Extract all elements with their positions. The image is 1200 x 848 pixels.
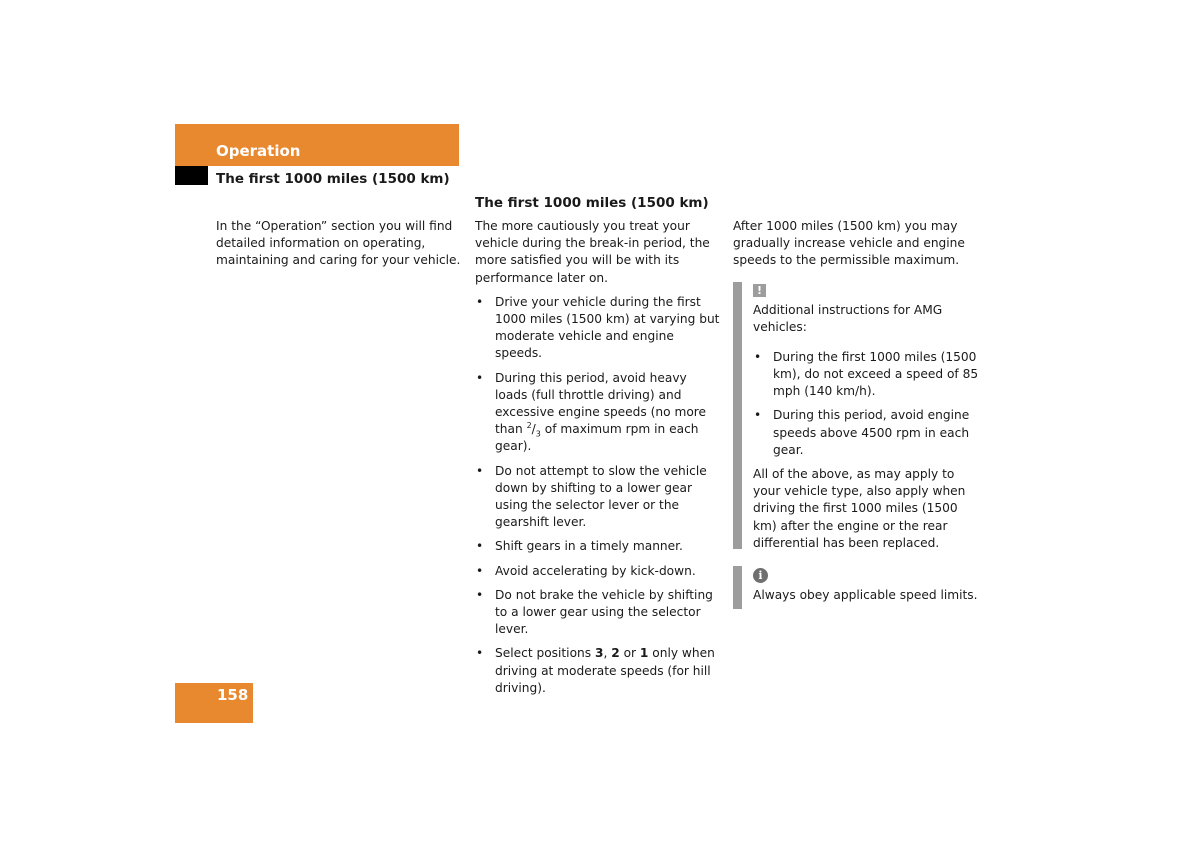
break-in-instructions-list: [475, 294, 721, 697]
list-item: • Do not attempt to slow the vehicle down by shifting to a lower gear using the selector lever or the gearshift lever.: [475, 463, 721, 532]
main-intro-paragraph: The more cautiously you treat your vehicle during the break-in period, the more satisfied you will be with its performance later on.: [475, 219, 710, 285]
fraction-denominator: 3: [535, 429, 541, 439]
list-item: • Do not brake the vehicle by shifting to a lower gear using the selector lever.: [475, 587, 721, 639]
note-bar: [733, 566, 742, 609]
fraction-slash: /: [531, 422, 536, 437]
list-item: • Shift gears in a timely manner.: [475, 538, 721, 555]
section-title: Operation: [216, 142, 301, 160]
info-text: Always obey applicable speed limits.: [753, 588, 978, 603]
warning-text: Additional instructions for AMG vehicles:: [753, 303, 943, 335]
list-item: • During this period, avoid engine speeds above 4500 rpm in each gear.: [753, 407, 981, 459]
intro-paragraph: In the “Operation” section you will find detailed information on operating, maintaining and caring for your vehicle.: [216, 219, 461, 268]
gear-position-3: 3: [594, 646, 604, 661]
note-bar: [733, 282, 742, 549]
warning-footer-text: All of the above, as may apply to your vehicle type, also apply when driving the first 1000 miles (1500 km) after the engine or the rear differential has been replaced.: [753, 467, 966, 550]
list-item: • Drive your vehicle during the first 1000 miles (1500 km) at varying but moderate vehicle and engine speeds.: [475, 294, 721, 363]
list-item: • During the first 1000 miles (1500 km), do not exceed a speed of 85 mph (140 km/h).: [753, 349, 981, 401]
right-column: [733, 218, 981, 270]
section-marker: [175, 166, 208, 185]
list-item: • During this period, avoid heavy loads (full throttle driving) and excessive engine speeds (no more than $^2/_3$ of maximum rpm in each gear).: [475, 370, 721, 456]
exclamation-icon: !: [753, 284, 766, 297]
info-icon: i: [753, 568, 768, 583]
info-note: [733, 566, 981, 609]
list-item: • Avoid accelerating by kick-down.: [475, 563, 721, 580]
content-heading: The first 1000 miles (1500 km): [475, 195, 709, 211]
list-item: • Select positions 3, 2 or 1 only when driving at moderate speeds (for hill driving).: [475, 645, 721, 697]
gear-position-2: 2: [611, 646, 620, 661]
gear-position-1: 1: [639, 646, 649, 661]
page-number: 158: [217, 686, 249, 704]
fraction-numerator: 2: [526, 421, 532, 431]
right-intro-paragraph: After 1000 miles (1500 km) you may gradually increase vehicle and engine speeds to the permissible maximum.: [733, 219, 965, 268]
intro-column: [216, 218, 462, 270]
warning-list: [753, 349, 981, 459]
main-column: [475, 218, 721, 697]
page-subtitle: The first 1000 miles (1500 km): [216, 171, 450, 187]
warning-note: [733, 282, 981, 549]
